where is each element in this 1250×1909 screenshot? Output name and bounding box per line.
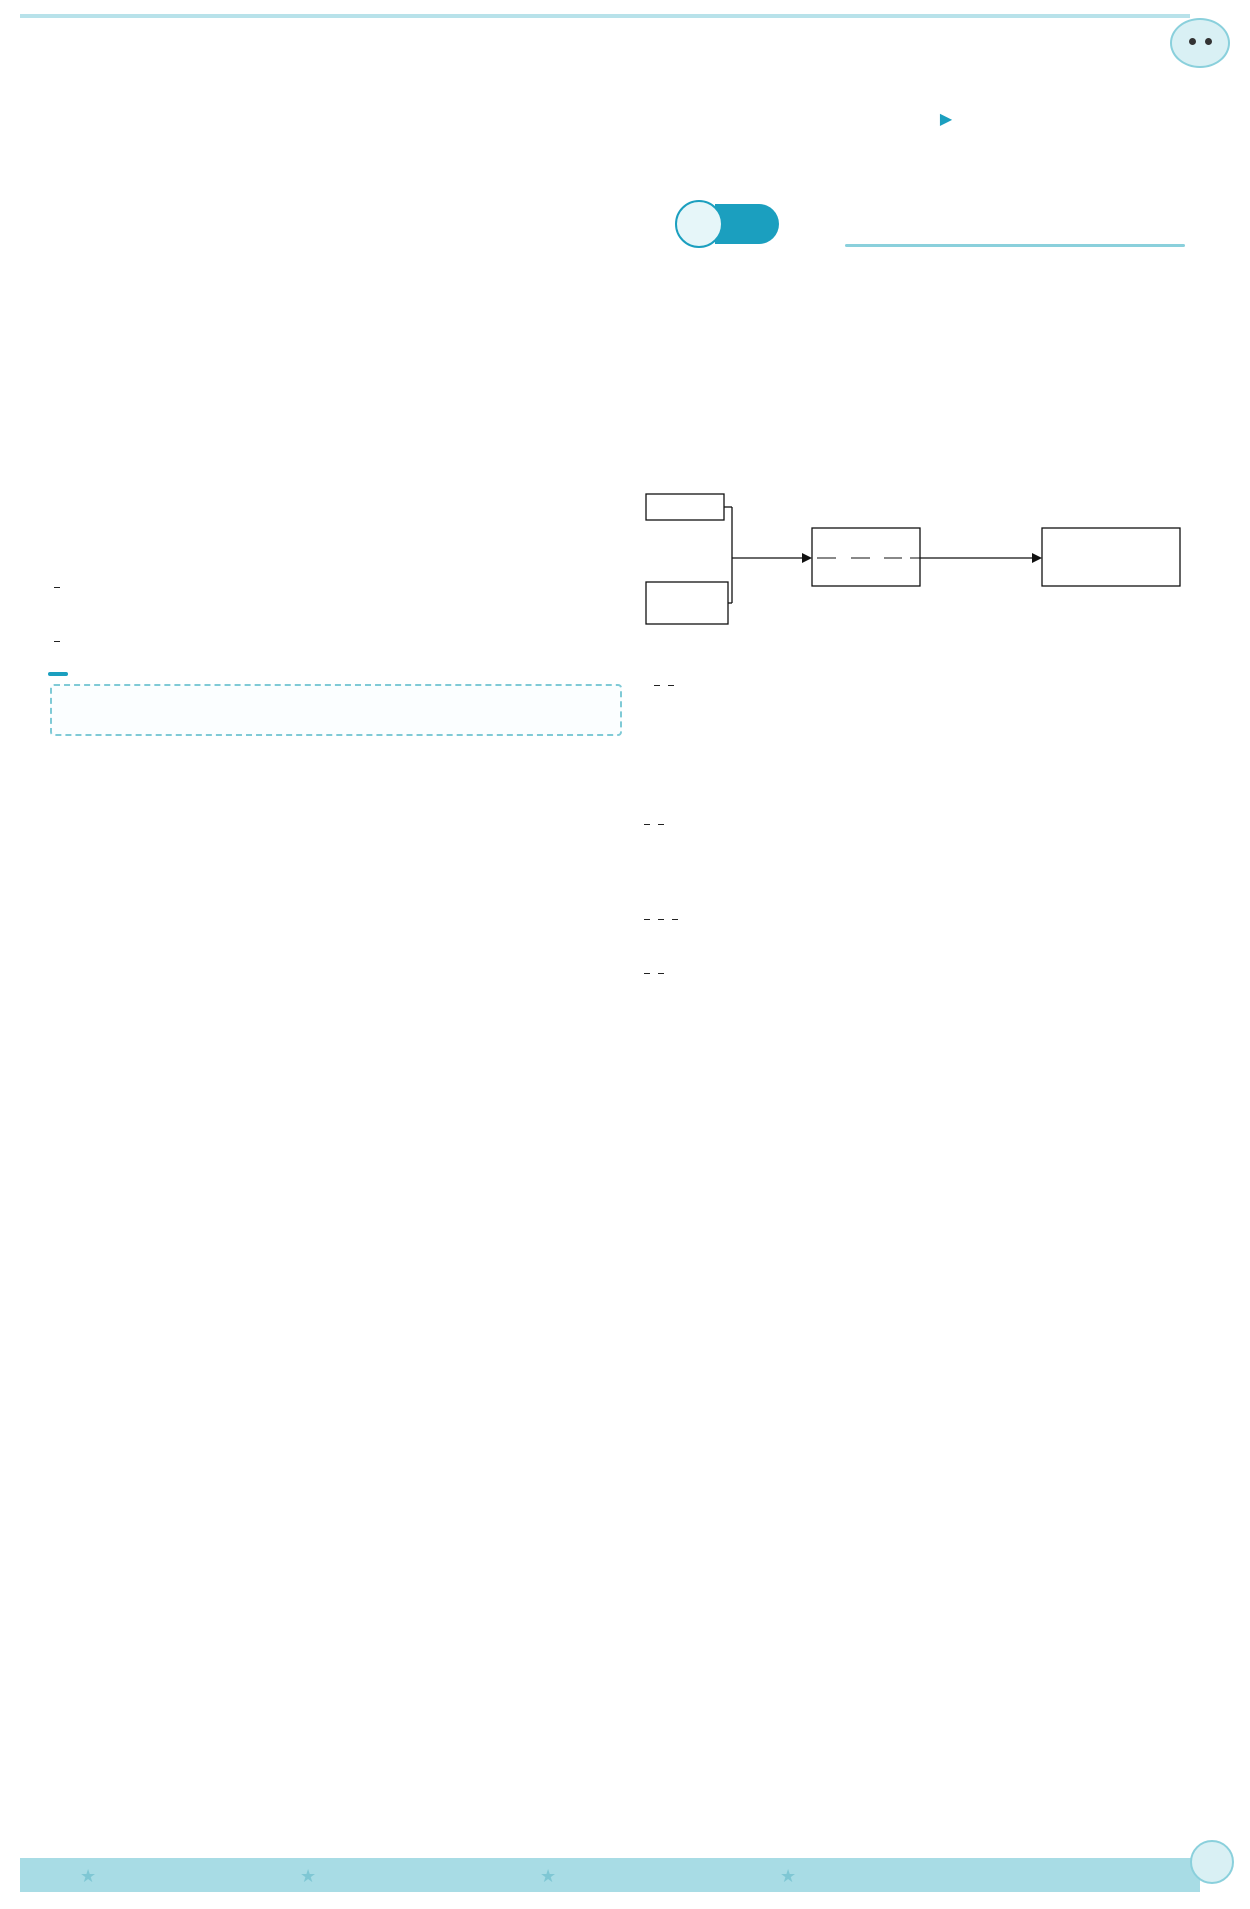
fraction — [644, 973, 650, 974]
fraction — [54, 587, 60, 588]
right-q4 — [640, 713, 1208, 851]
fraction — [54, 641, 60, 642]
left-column — [50, 88, 622, 736]
top-bar — [20, 14, 1190, 18]
frac-num — [644, 919, 650, 920]
left-q3 — [50, 88, 622, 172]
flow-svg — [640, 488, 1208, 648]
right-q3 — [640, 398, 1208, 713]
mascot-icon — [1170, 18, 1230, 68]
left-q4 — [50, 172, 622, 668]
star-icon: ★ — [80, 1866, 97, 1887]
frac-num — [54, 587, 60, 588]
mascot-icon — [1190, 1840, 1234, 1884]
triangle-icon: ▶ — [939, 109, 953, 128]
fraction — [668, 685, 674, 686]
fraction — [658, 973, 664, 974]
analysis-p2 — [50, 560, 622, 614]
frac-num — [668, 685, 674, 686]
frac-num — [54, 641, 60, 642]
right-q6 — [640, 1000, 1208, 1084]
frac-num — [654, 685, 660, 686]
star-icon: ★ — [300, 1866, 317, 1887]
error-box — [50, 684, 622, 736]
flow-box-ratio — [812, 528, 920, 586]
frac-num — [644, 973, 650, 974]
fraction — [654, 685, 660, 686]
flow-arrowhead-1 — [802, 553, 812, 563]
summary-line — [640, 658, 1208, 713]
fraction — [644, 919, 650, 920]
right-column — [640, 88, 1208, 1084]
right-q2 — [640, 356, 1208, 398]
frac-num — [644, 824, 650, 825]
flow-box-u1 — [646, 582, 728, 624]
frac-num — [658, 824, 664, 825]
q4-formula — [640, 797, 1208, 851]
star-icon: ★ — [780, 1866, 797, 1887]
flow-box-series — [646, 494, 724, 520]
frac-num — [658, 973, 664, 974]
circuit-figures — [50, 222, 622, 514]
analysis-p2-result — [50, 614, 622, 668]
frac-num — [658, 919, 664, 920]
fraction — [644, 824, 650, 825]
q5-line3 — [640, 946, 1208, 1000]
error-box-tab — [48, 672, 68, 676]
footer-bar — [20, 1858, 1200, 1892]
star-icon: ★ — [540, 1866, 557, 1887]
flow-box-total — [1042, 528, 1180, 586]
right-q1 — [640, 272, 1208, 356]
flow-diagram — [640, 488, 1208, 648]
circuit-diagrams — [50, 222, 490, 514]
fraction — [658, 824, 664, 825]
q5-line2 — [640, 892, 1208, 946]
frac-num — [672, 919, 678, 920]
fraction — [658, 919, 664, 920]
right-q5 — [640, 851, 1208, 1000]
flow-arrowhead-2 — [1032, 553, 1042, 563]
fraction — [672, 919, 678, 920]
